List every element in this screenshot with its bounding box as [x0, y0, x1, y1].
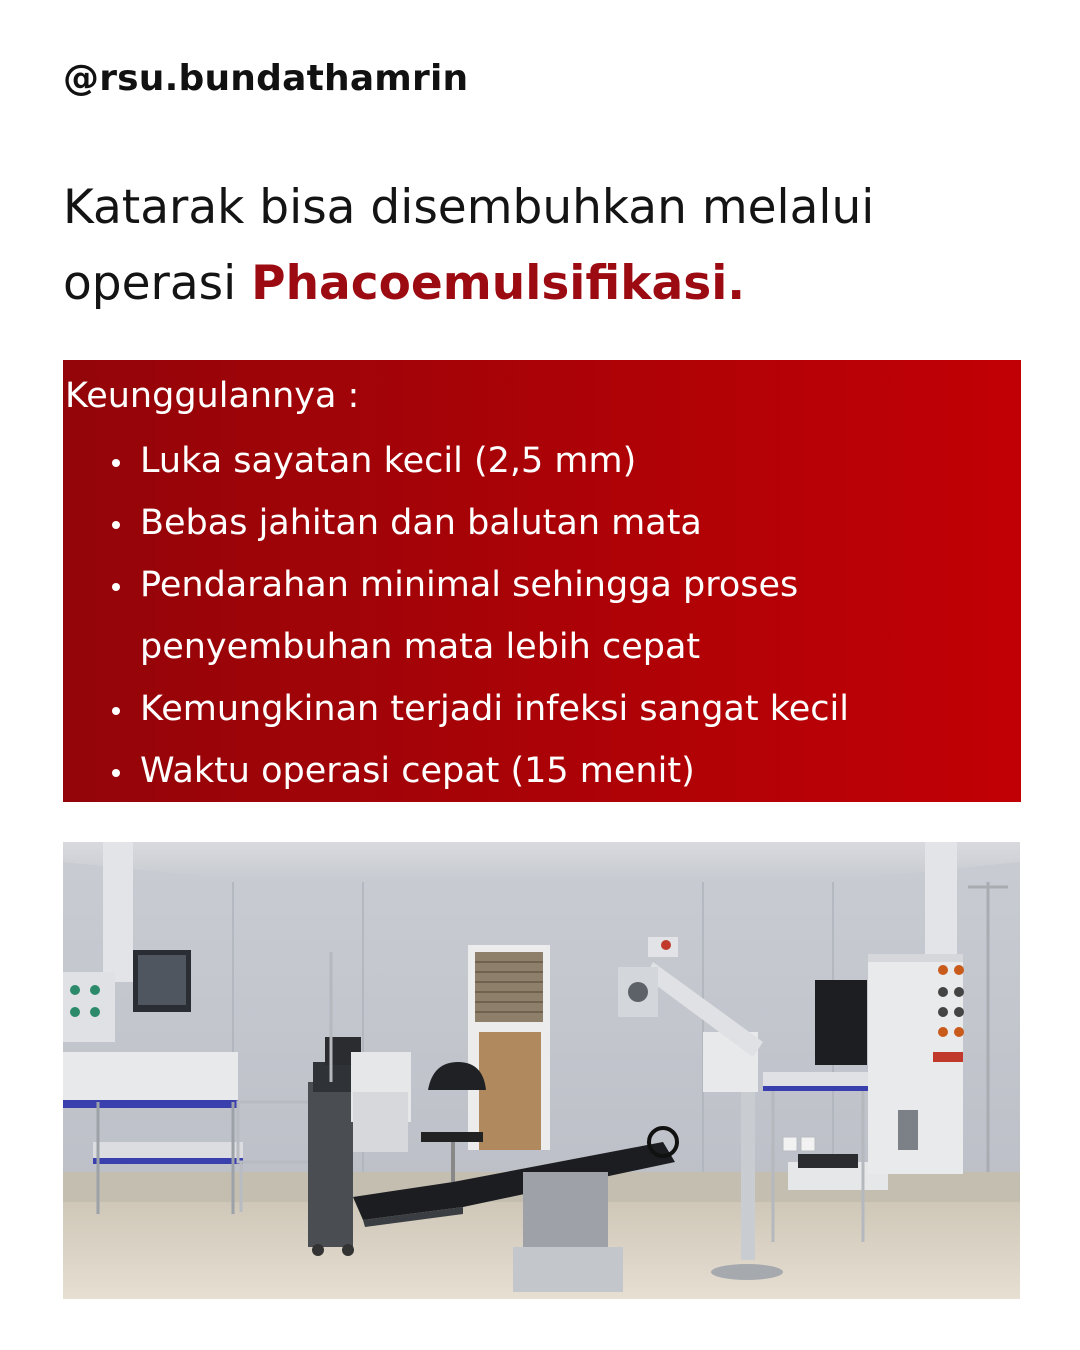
headline	[63, 170, 1043, 322]
benefit-item: Pendarahan minimal sehingga proses penyembuhan mata lebih cepat	[108, 554, 1013, 678]
benefits-title: Keunggulannya :	[65, 376, 360, 416]
headline-line-1: Katarak bisa disembuhkan melalui	[63, 180, 875, 235]
benefits-panel	[63, 360, 1021, 802]
operating-room-photo	[63, 842, 1020, 1299]
account-handle: @rsu.bundathamrin	[63, 58, 469, 99]
procedure-name: Phacoemulsifikasi.	[251, 256, 746, 311]
benefit-item: Luka sayatan kecil (2,5 mm)	[108, 430, 1013, 492]
benefit-list	[108, 430, 1013, 802]
headline-line-2	[63, 246, 1043, 322]
benefit-item: Bebas jahitan dan balutan mata	[108, 492, 1013, 554]
benefit-item: Kemungkinan terjadi infeksi sangat kecil	[108, 678, 1013, 740]
benefit-item: Waktu operasi cepat (15 menit)	[108, 740, 1013, 802]
headline-prefix: operasi	[63, 256, 252, 311]
